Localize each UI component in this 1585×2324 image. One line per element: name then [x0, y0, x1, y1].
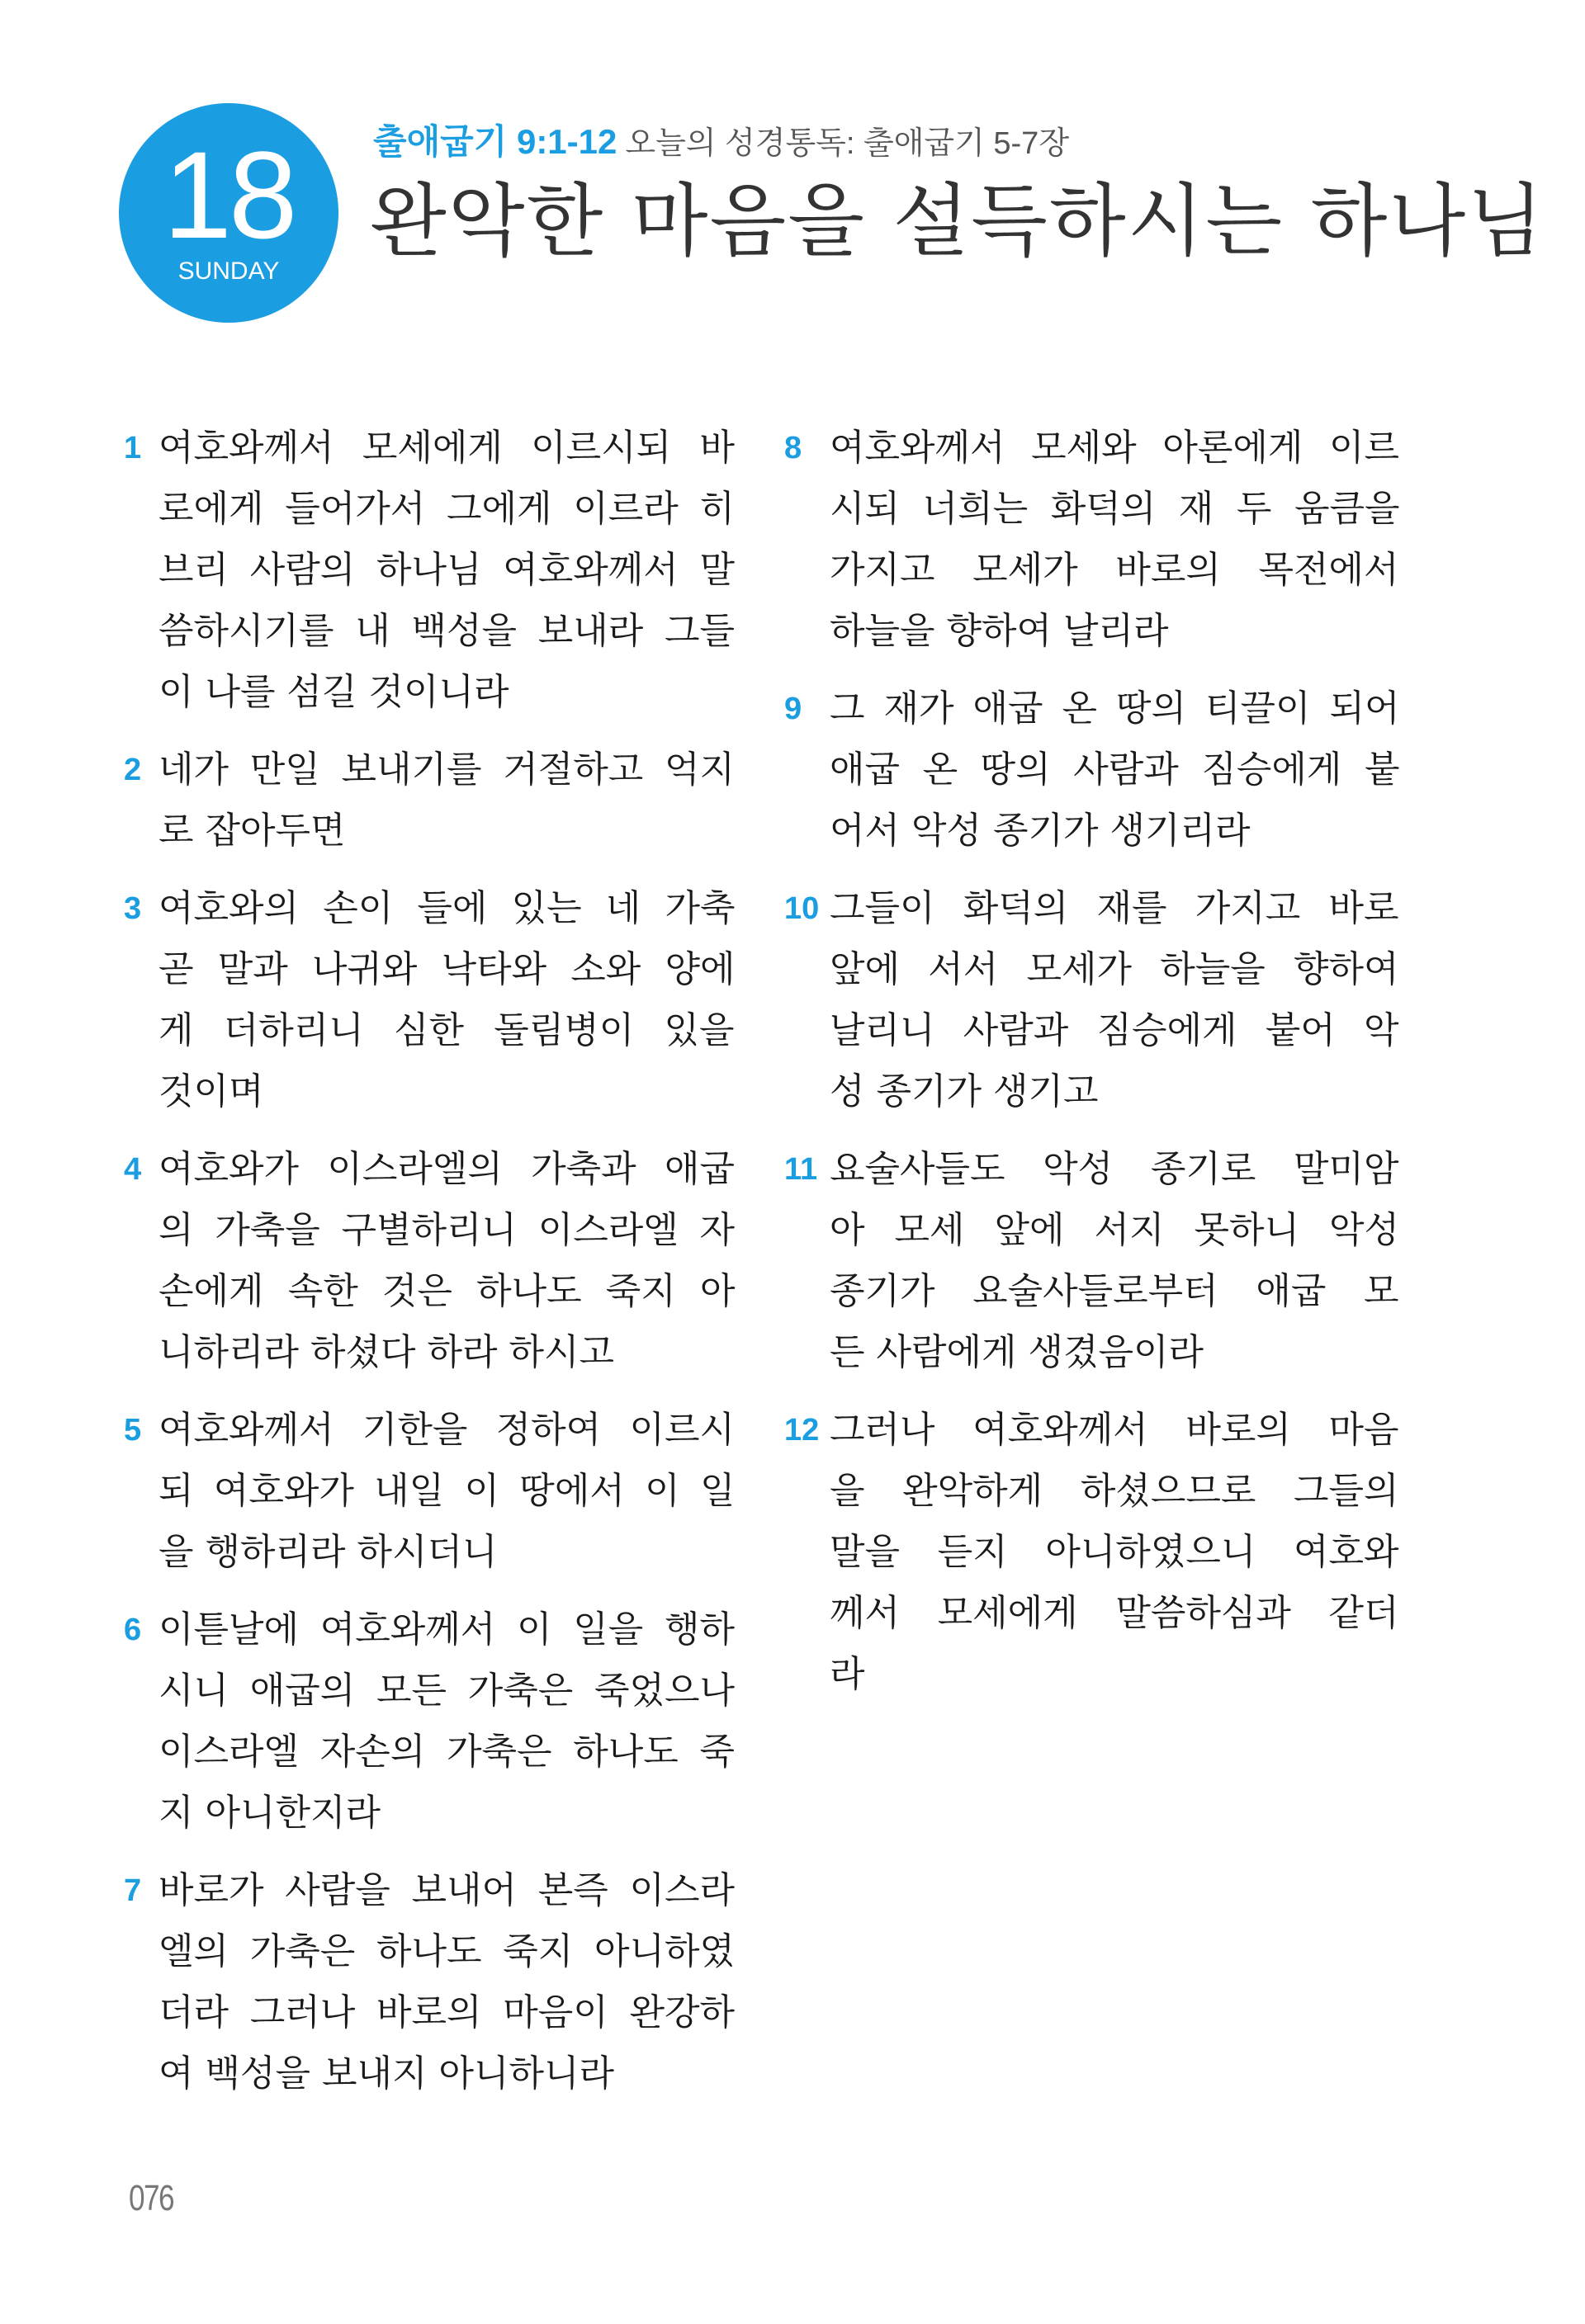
verse	[784, 878, 1399, 1122]
verse-line: 곧 말과 나귀와 낙타와 소와 양에	[158, 948, 736, 990]
verse	[124, 739, 735, 862]
verse	[124, 1599, 735, 1844]
verse-line: 지 아니한지라	[158, 1792, 381, 1834]
verse-line: 더라 그러나 바로의 마음이 완강하	[158, 1991, 735, 2034]
verse-line: 여호와께서 모세에게 이르시되 바	[158, 427, 736, 469]
verse	[124, 1860, 735, 2104]
verse-number: 6	[124, 1613, 142, 1647]
verse-line: 이스라엘 자손의 가축은 하나도 죽	[158, 1731, 735, 1773]
verse-line: 여호와께서 모세와 아론에게 이르	[830, 427, 1400, 469]
verse-text	[158, 1400, 735, 1583]
verse-line: 을 행하리라 하시더니	[158, 1531, 498, 1573]
verse-line: 어서 악성 종기가 생기리라	[830, 810, 1251, 852]
verse-number: 11	[784, 1152, 818, 1187]
verse-line: 여호와의 손이 들에 있는 네 가축	[158, 887, 736, 929]
verse-line: 여호와가 이스라엘의 가축과 애굽	[158, 1148, 736, 1190]
page-title: 완악한 마음을 설득하시는 하나님	[370, 175, 1545, 267]
verse-line: 시되 너희는 화덕의 재 두 움큼을	[830, 488, 1400, 530]
verse-text	[830, 1400, 1399, 1705]
verse-line: 로 잡아두면	[158, 810, 346, 852]
verse	[784, 1139, 1399, 1383]
verse-line: 니하리라 하셨다 하라 하시고	[158, 1331, 615, 1373]
day-name: SUNDAY	[177, 257, 280, 285]
verse-line: 든 사람에게 생겼음이라	[830, 1331, 1204, 1373]
verse-text	[830, 418, 1399, 662]
verse-line: 그 재가 애굽 온 땅의 티끌이 되어	[830, 687, 1400, 730]
verse-line: 여 백성을 보내지 아니하니라	[158, 2052, 615, 2095]
verse-line: 가지고 모세가 바로의 목전에서	[830, 549, 1399, 591]
verse-text	[830, 1139, 1399, 1383]
verse-line: 로에게 들어가서 그에게 이르라 히	[158, 488, 735, 530]
verse-number: 1	[124, 431, 142, 465]
passage-subtitle	[373, 119, 1069, 165]
verse-line: 성 종기가 생기고	[830, 1070, 1099, 1112]
verse-line: 손에게 속한 것은 하나도 죽지 아	[158, 1270, 736, 1312]
verse-line: 엘의 가축은 하나도 죽지 아니하였	[158, 1930, 735, 1972]
verse-line: 께서 모세에게 말씀하심과 같더	[830, 1592, 1399, 1634]
day-badge	[119, 103, 338, 323]
verse-number: 12	[784, 1413, 820, 1448]
verse-line: 되 여호와가 내일 이 땅에서 이 일	[158, 1470, 736, 1512]
verse-line: 그들이 화덕의 재를 가지고 바로	[830, 887, 1399, 929]
verse-number: 4	[124, 1152, 142, 1187]
verse	[124, 418, 735, 723]
day-number: 18	[163, 125, 295, 264]
verse-number: 2	[124, 753, 142, 787]
verse-column-left	[124, 418, 735, 2121]
verse-number: 9	[784, 692, 802, 726]
verse-line: 씀하시기를 내 백성을 보내라 그들	[158, 610, 735, 652]
verse-text	[158, 418, 735, 723]
verse-line: 네가 만일 보내기를 거절하고 억지	[158, 749, 735, 791]
verse-column-right	[784, 418, 1399, 1722]
verse-line: 앞에 서서 모세가 하늘을 향하여	[830, 948, 1399, 990]
verse-text	[158, 739, 735, 862]
verse-line: 이 나를 섬길 것이니라	[158, 671, 509, 713]
verse-text	[830, 678, 1399, 862]
verse-number: 8	[784, 431, 802, 465]
verse-number: 5	[124, 1413, 142, 1448]
verse-line: 의 가축을 구별하리니 이스라엘 자	[158, 1209, 735, 1251]
verse	[124, 1400, 735, 1583]
verse-line: 말을 듣지 아니하였으니 여호와	[830, 1531, 1399, 1573]
verse-text	[830, 878, 1399, 1122]
verse	[784, 678, 1399, 862]
verse-line: 라	[830, 1653, 865, 1695]
verse-line: 아 모세 앞에 서지 못하니 악성	[830, 1209, 1399, 1251]
verse-text	[158, 878, 735, 1122]
verse	[784, 418, 1399, 662]
verse-line: 그러나 여호와께서 바로의 마음	[830, 1409, 1399, 1451]
verse-line: 시니 애굽의 모든 가축은 죽었으나	[158, 1670, 735, 1712]
verse-line: 종기가 요술사들로부터 애굽 모	[830, 1270, 1399, 1312]
verse-line: 바로가 사람을 보내어 본즉 이스라	[158, 1869, 735, 1911]
verse	[124, 878, 735, 1122]
verse-line: 여호와께서 기한을 정하여 이르시	[158, 1409, 736, 1451]
verse	[784, 1400, 1399, 1705]
verse-line: 게 더하리니 심한 돌림병이 있을	[158, 1009, 735, 1051]
verse-number: 3	[124, 891, 142, 926]
verse-line: 요술사들도 악성 종기로 말미암	[830, 1148, 1399, 1190]
page-number: 076	[129, 2178, 173, 2218]
verse-line: 이튿날에 여호와께서 이 일을 행하	[158, 1608, 735, 1651]
verse-number: 7	[124, 1873, 142, 1908]
verse-line: 것이며	[158, 1070, 264, 1112]
verse-text	[158, 1860, 735, 2104]
verse-text	[158, 1599, 735, 1844]
verse-line: 날리니 사람과 짐승에게 붙어 악	[830, 1009, 1399, 1051]
verse-line: 브리 사람의 하나님 여호와께서 말	[158, 549, 735, 591]
verse-number: 10	[784, 891, 820, 926]
verse	[124, 1139, 735, 1383]
verse-text	[158, 1139, 735, 1383]
verse-line: 하늘을 향하여 날리라	[830, 610, 1169, 652]
todays-reading: 오늘의 성경통독: 출애굽기 5-7장	[625, 126, 1070, 161]
verse-line: 을 완악하게 하셨으므로 그들의	[830, 1470, 1399, 1512]
scripture-reference: 출애굽기 9:1-12	[373, 122, 617, 161]
verse-line: 애굽 온 땅의 사람과 짐승에게 붙	[830, 749, 1400, 791]
